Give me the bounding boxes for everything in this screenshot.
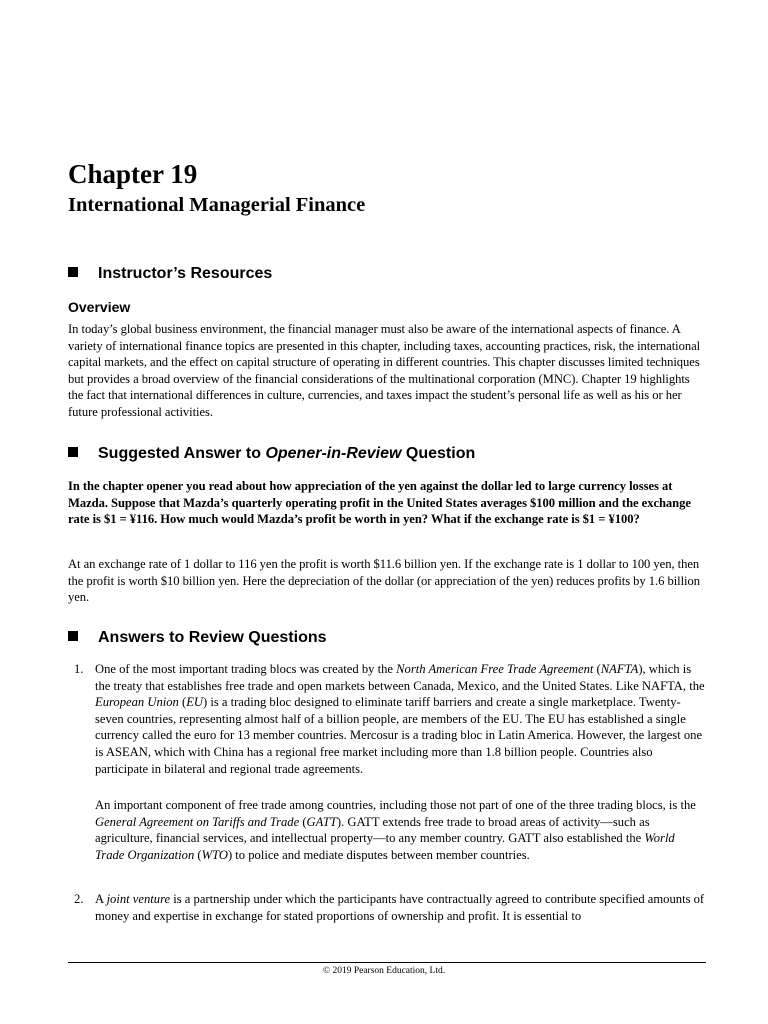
- heading-prefix: Suggested Answer to: [98, 445, 266, 462]
- section-heading-text: Answers to Review Questions: [98, 629, 327, 646]
- section-heading-text: Instructor’s Resources: [98, 265, 273, 282]
- list-item-number: 2.: [74, 892, 84, 906]
- section-heading-opener: [68, 444, 475, 464]
- list-item-paragraph: One of the most important trading blocs was created by the North American Free Trade Agreement (NAFTA), which is the treaty that establishes free trade and open markets between Canada, Mexico, and the United States. Like NAFTA, the European Union (EU) is a trading bloc designed to eliminate tariff barriers and create a single marketplace. Twenty-seven countries, representing almost half of a billion people, are members of the EU. The EU has established a single currency called the euro for 13 member countries. Mercosur is a trading bloc in Latin America. However, the largest one is ASEAN, which with China has a regional free market including more than 1.8 billion people. Countries also participate in bilateral and regional trade agreements.: [95, 662, 705, 776]
- list-item-paragraph-continued: An important component of free trade among countries, including those not part of one of the three trading blocs, is the General Agreement on Tariffs and Trade (GATT). GATT extends free trade to broad areas of activity—such as agriculture, financial services, and intellectual property—to any member country. GATT also established the World Trade Organization (WTO) to police and mediate disputes between member countries.: [95, 798, 696, 862]
- chapter-title: Chapter 19: [68, 159, 198, 189]
- footer-divider: [68, 962, 706, 963]
- heading-italic: Opener-in-Review: [265, 445, 402, 462]
- list-item-body: [95, 891, 706, 924]
- opener-question: In the chapter opener you read about how appreciation of the yen against the dollar led to large currency losses at Mazda. Suppose that Mazda’s quarterly operating profit in the United States averages $100 million and the exchange rate is $1 = ¥116. How much would Mazda’s profit be worth in yen? What if the exchange rate is $1 = ¥100?: [68, 479, 691, 527]
- footer-copyright: © 2019 Pearson Education, Ltd.: [322, 966, 446, 976]
- overview-paragraph: In today’s global business environment, the financial manager must also be aware of the international aspects of finance. A variety of international finance topics are presented in this chapter, including taxes, accounting practices, risk, the international capital markets, and the effect on capital structure of operating in different countries. This chapter discusses limited techniques but provides a broad overview of the financial considerations of the multinational corporation (MNC). Chapter 19 highlights the fact that international differences in culture, currencies, and taxes impact the student’s personal life as well as his or her future professional activities.: [68, 322, 701, 419]
- list-item-paragraph: A joint venture is a partnership under which the participants have contractually agreed to contribute specified amounts of money and expertise in exchange for stated proportions of ownership and profit. It is essential to: [95, 892, 705, 923]
- square-bullet-icon: [68, 447, 78, 457]
- heading-suffix: Question: [401, 445, 476, 462]
- chapter-subtitle: International Managerial Finance: [68, 194, 366, 216]
- section-heading-review: [68, 628, 327, 648]
- opener-answer: At an exchange rate of 1 dollar to 116 yen the profit is worth $11.6 billion yen. If the exchange rate is 1 dollar to 100 yen, then the profit is worth $10 billion yen. Here the depreciation of the dollar (or appreciation of the yen) reduces profits by 1.6 billion yen.: [68, 557, 700, 605]
- list-item-body: [95, 661, 706, 777]
- square-bullet-icon: [68, 267, 78, 277]
- overview-heading: Overview: [68, 299, 131, 315]
- square-bullet-icon: [68, 631, 78, 641]
- list-item-number: 1.: [74, 662, 84, 676]
- section-heading-resources: [68, 264, 272, 284]
